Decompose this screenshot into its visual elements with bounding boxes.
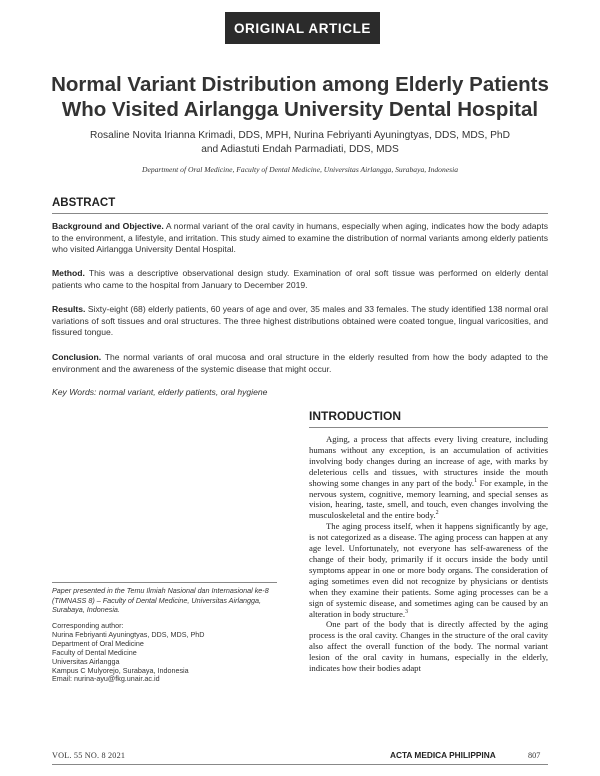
corresponding-author-block [52,622,278,684]
abstract-divider [52,213,548,214]
title-line-1: Normal Variant Distribution among Elderly Patients [51,73,549,96]
corr-label: Corresponding author: [52,621,124,630]
intro-paragraph: Aging, a process that affects every living creature, including humans without any exception, is an accumulation of activities involving body changes during an increase of age, with marks by deleterious cells and tissues, with structures inside the mouth showing some changes in any part of the body.$^1$ For example, in the nervous system, cognitive, memory learning, and special senses as vision, hearing, taste, smell, and touch, even changes involving the musculoskeletal and the entire body.$^2$ [309,434,548,521]
corr-address: Kampus C Mulyorejo, Surabaya, Indonesia [52,665,189,675]
abstract-results-text: Sixty-eight (68) elderly patients, 60 years of age and over, 35 males and 33 females. The study identified 138 normal oral variations of soft tissues and oral structures. The three highest distributions obtained were coated tongue, lingual varicosities, and fissured tongue. [52,304,548,338]
affiliation: Department of Oral Medicine, Faculty of Dental Medicine, Universitas Airlangga, Surabaya, Indonesia [141,165,458,174]
abstract-heading: ABSTRACT [52,197,116,209]
abstract-background [52,221,548,256]
citation-ref: 2 [435,510,439,517]
intro-paragraph: The aging process itself, when it happens significantly by age, is not categorized as a disease. The aging process can happen at any age level. Unfortunately, not everyone has self-awareness of the change of their body, primarily if it occurs inside the body until symptoms appear in one or more body organs. The consideration of aging sometimes even did not recognize by physicians or dentists when they examine their patients. Some aging processes can be a sign of systemic disease, and sometimes aging can be caused by an alteration in body structure.$^3$ [309,521,548,619]
keywords: Key Words: normal variant, elderly patients, oral hygiene [52,387,268,397]
presentation-footnote: Paper presented in the Temu Ilmiah Nasional dan Internasional ke-8 (TIMNASS 8) – Faculty of Dental Medicine, Universitas Airlangga, Surabaya, Indonesia. [52,586,269,615]
abstract-conclusion-label: Conclusion. [52,352,102,362]
corr-name: Nurina Febriyanti Ayuningtyas, DDS, MDS, PhD [52,629,205,639]
article-type-banner: ORIGINAL ARTICLE [225,12,380,44]
footer-divider [52,764,548,765]
citation-ref: 1 [474,477,478,484]
abstract-results-label: Results. [52,304,86,314]
corr-faculty: Faculty of Dental Medicine [52,647,137,657]
abstract-conclusion [52,352,548,375]
abstract-results [52,304,548,339]
footer-page-number: 807 [528,751,541,760]
author-list [40,129,560,157]
article-title [40,72,560,122]
authors-line-1: Rosaline Novita Irianna Krimadi, DDS, MPH, Nurina Febriyanti Ayuningtyas, DDS, MDS, PhD [90,130,510,141]
introduction-heading: INTRODUCTION [309,409,401,423]
abstract-background-text: A normal variant of the oral cavity in humans, especially when aging, indicates how the body adapts to the environment, a lifestyle, and irritation. This study aimed to examine the distribution of normal variants among elderly patients who visited Airlangga University Dental Hospital. [52,221,549,255]
citation-ref: 3 [405,608,409,615]
corr-email: Email: nurina-ayu@fkg.unair.ac.id [52,674,160,684]
abstract-method-text: This was a descriptive observational design study. Examination of oral soft tissue was performed on elderly dental patients who came to the hospital from January to December 2019. [52,268,548,290]
introduction-divider [309,427,548,428]
footer-journal-name: ACTA MEDICA PHILIPPINA [390,750,496,760]
intro-paragraph: One part of the body that is directly affected by the aging process is the oral cavity. Changes in the structure of the oral cavity also affect the overall function of the body. The normal variant lesion of the oral cavity in humans, especially in the elderly, indicates how their bodies adapt [309,619,548,674]
abstract-background-label: Background and Objective. [52,221,164,231]
abstract-method [52,268,548,291]
corr-department: Department of Oral Medicine [52,638,144,648]
abstract-method-label: Method. [52,268,85,278]
authors-line-2: and Adiastuti Endah Parmadiati, DDS, MDS [201,144,399,155]
footer-volume: VOL. 55 NO. 8 2021 [52,751,126,760]
corr-university: Universitas Airlangga [52,656,120,666]
title-line-2: Who Visited Airlangga University Dental Hospital [61,98,539,121]
footnote-divider [52,582,277,583]
abstract-conclusion-text: The normal variants of oral mucosa and oral structure in the elderly resulted from how the body adapted to the environment and the awareness of the systemic disease that might occur. [52,352,548,374]
introduction-body [309,434,548,674]
